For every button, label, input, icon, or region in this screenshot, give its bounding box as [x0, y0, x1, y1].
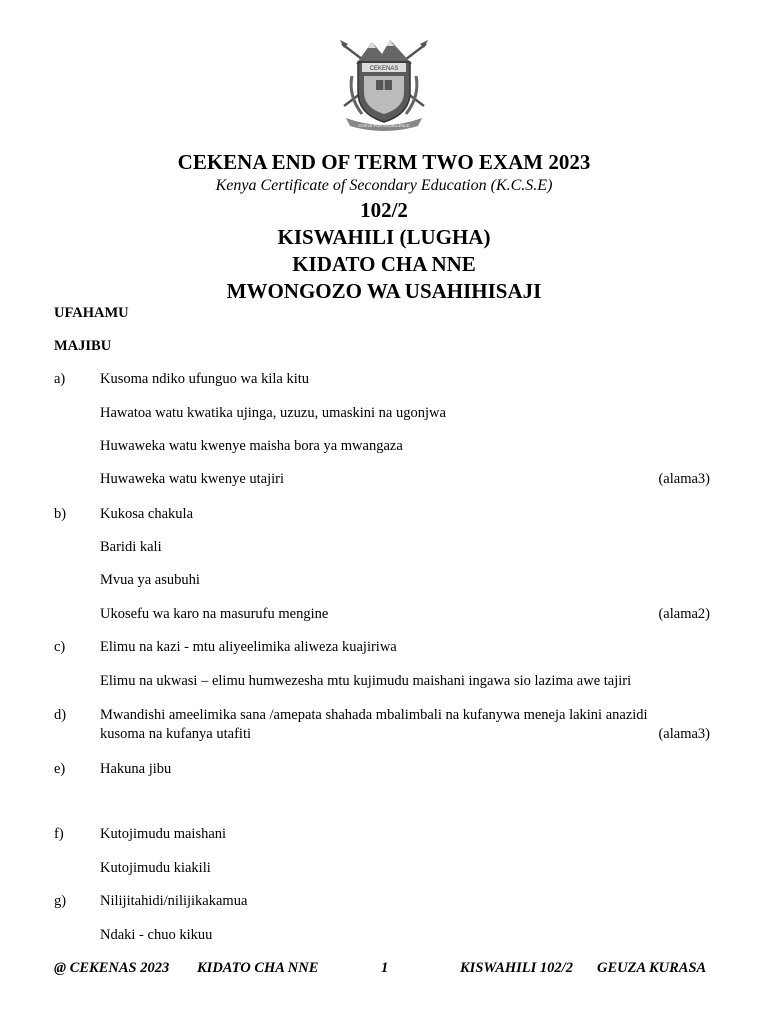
footer-copyright: @ CEKENAS 2023 [54, 960, 170, 976]
footer-form: KIDATO CHA NNE [197, 960, 319, 976]
answer-line: Kukosa chakula [100, 506, 194, 522]
answer-line: Mwandishi ameelimika sana /amepata shahada mbalimbali na kufanywa meneja lakini anazidi [100, 707, 648, 723]
question-letter-e: e) [54, 761, 66, 777]
footer-page-number: 1 [381, 960, 389, 976]
marks-label: (alama3) [658, 726, 710, 742]
question-letter-a: a) [54, 371, 66, 387]
school-logo [338, 36, 430, 132]
answer-line: Kutojimudu maishani [100, 826, 227, 842]
answer-line: Nilijitahidi/nilijikakamua [100, 893, 248, 909]
form-level: KIDATO CHA NNE [292, 252, 476, 276]
answer-line: Huwaweka watu kwenye maisha bora ya mwangaza [100, 438, 403, 454]
exam-subtitle: Kenya Certificate of Secondary Education (K.C.S.E) [215, 177, 553, 194]
answer-line: Hawatoa watu kwatika ujinga, uzuzu, umaskini na ugonjwa [100, 405, 446, 421]
marks-label: (alama2) [658, 606, 710, 622]
footer-next-page: GEUZA KURASA [597, 960, 707, 976]
answer-line: Elimu na ukwasi – elimu humwezesha mtu kujimudu maishani ingawa sio lazima awe tajiri [100, 673, 632, 689]
answer-line: Huwaweka watu kwenye utajiri [100, 471, 285, 487]
question-letter-c: c) [54, 639, 66, 655]
exam-title: CEKENA END OF TERM TWO EXAM 2023 [177, 150, 591, 174]
answer-line: kusoma na kufanya utafiti [100, 726, 251, 742]
answer-line: Hakuna jibu [100, 761, 172, 777]
answer-line: Ndaki - chuo kikuu [100, 927, 213, 943]
footer-subject: KISWAHILI 102/2 [460, 960, 573, 976]
answer-line: Baridi kali [100, 539, 162, 555]
paper-code: 102/2 [360, 198, 408, 222]
answer-line: Elimu na kazi - mtu aliyeelimika aliweza kuajiriwa [100, 639, 397, 655]
answer-line: Ukosefu wa karo na masurufu mengine [100, 606, 329, 622]
logo-ribbon-text: STRIVE FOR EXCELLENCE [358, 123, 410, 128]
question-letter-f: f) [54, 826, 64, 842]
answer-line: Kutojimudu kiakili [100, 860, 211, 876]
answers-label: MAJIBU [54, 338, 112, 354]
question-letter-d: d) [54, 707, 67, 723]
answer-line: Mvua ya asubuhi [100, 572, 200, 588]
logo-banner-text: CEKENAS [369, 66, 399, 72]
question-letter-b: b) [54, 506, 67, 522]
section-title: UFAHAMU [54, 305, 129, 321]
question-letter-g: g) [54, 893, 67, 909]
subject-title: KISWAHILI (LUGHA) [277, 225, 491, 249]
marks-label: (alama3) [658, 471, 710, 487]
document-type: MWONGOZO WA USAHIHISAJI [226, 279, 542, 303]
answer-line: Kusoma ndiko ufunguo wa kila kitu [100, 371, 310, 387]
